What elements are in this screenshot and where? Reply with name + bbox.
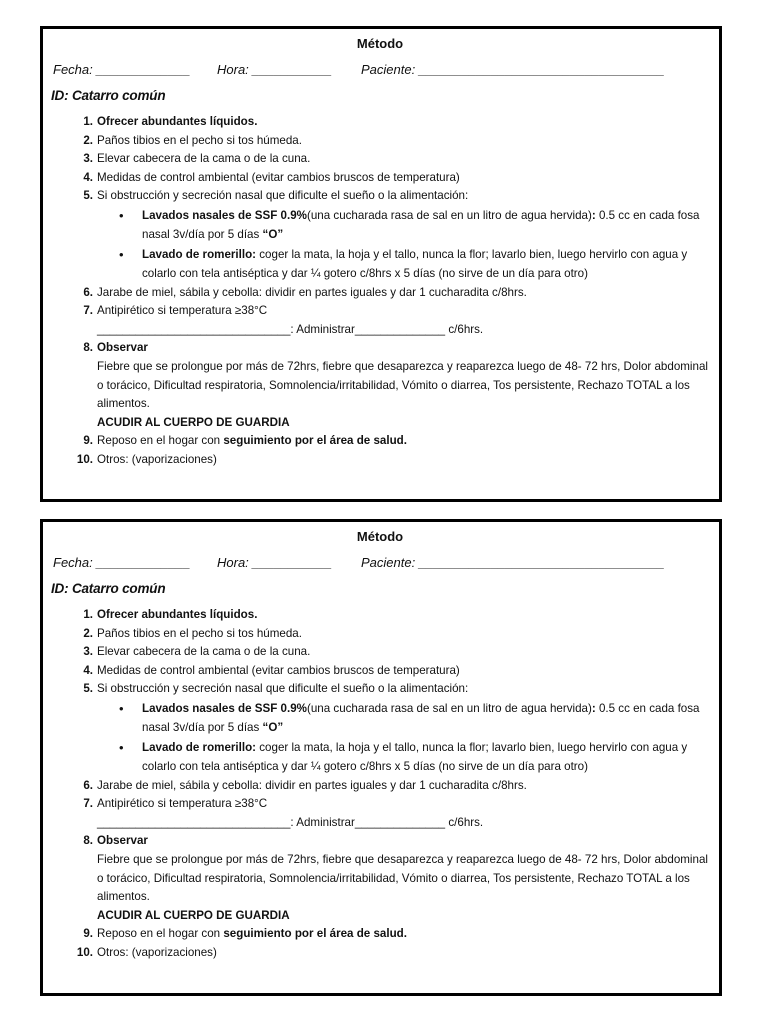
item-3-text: Elevar cabecera de la cama o de la cuna.	[97, 645, 311, 659]
list-item: 1. Ofrecer abundantes líquidos.	[83, 608, 258, 621]
list-item: 3. Elevar cabecera de la cama o de la cuna.	[83, 645, 311, 659]
list-item: 6. Jarabe de miel, sábila y cebolla: dividir en partes iguales y dar 1 cucharadita c/8hrs.	[83, 778, 527, 792]
sub-item-romerillo: • Lavado de romerillo: coger la mata, la hoja y el tallo, nunca la flor; lavarlo bien, luego hervirlo con agua y colarlo con tela antiséptica y dar ¼ gotero c/8hrs x 5 días (no sirve de un día para otro)	[119, 739, 688, 774]
sub-item-nasal-wash: • Lavados nasales de SSF 0.9%(una cucharada rasa de sal en un litro de agua hervida): 0.5 cc en cada fosa nasal 3v/día por 5 días “O”	[119, 207, 700, 242]
diagnosis-id: ID: Catarro común	[51, 581, 166, 596]
list-item: 3. Elevar cabecera de la cama o de la cuna.	[83, 152, 311, 166]
list-item: 9. Reposo en el hogar con seguimiento por el área de salud.	[83, 927, 407, 941]
observe-title: Observar	[97, 834, 148, 848]
list-item: 2. Paños tibios en el pecho si tos húmeda.	[83, 626, 302, 640]
item-1-text: Ofrecer abundantes líquidos.	[97, 115, 258, 128]
list-item: 5. Si obstrucción y secreción nasal que dificulte el sueño o la alimentación: • Lavados nasales de SSF 0.9%(una cucharada rasa de sal en un litro de agua hervida): 0.5 cc en cada fosa nasal 3v/día por 5 días “O” • Lavado de romerillo: coger la mata, la hoja y el tallo, nunca la flor; lavarlo bien, luego hervirlo con agua y colarlo con tela antiséptica y dar ¼ gotero c/8hrs x 5 días (no sirve de un día para otro)	[51, 187, 709, 283]
alert-text: ACUDIR AL CUERPO DE GUARDIA	[97, 415, 290, 429]
list-item: 7. Antipirético si temperatura ≥38°C ______________________________: Administrar______________ c/6hrs.	[83, 797, 484, 829]
method-card-2	[40, 519, 722, 996]
method-title: Método	[356, 36, 404, 51]
header-fields	[51, 58, 709, 82]
item-2-text: Paños tibios en el pecho si tos húmeda.	[97, 626, 302, 640]
bullet-icon: •	[119, 207, 124, 223]
diagnosis-id: ID: Catarro común	[51, 88, 166, 103]
list-item: 10. Otros: (vaporizaciones)	[76, 945, 217, 959]
item-7-text: Antipirético si temperatura ≥38°C	[97, 304, 268, 318]
paciente-field[interactable]: Paciente: __________________________________	[361, 62, 665, 77]
item-2-text: Paños tibios en el pecho si tos húmeda.	[97, 133, 302, 147]
list-item: 5. Si obstrucción y secreción nasal que dificulte el sueño o la alimentación: • Lavados nasales de SSF 0.9%(una cucharada rasa de sal en un litro de agua hervida): 0.5 cc en cada fosa nasal 3v/día por 5 días “O” • Lavado de romerillo: coger la mata, la hoja y el tallo, nunca la flor; lavarlo bien, luego hervirlo con agua y colarlo con tela antiséptica y dar ¼ gotero c/8hrs x 5 días (no sirve de un día para otro)	[51, 680, 709, 776]
header-fields	[51, 551, 709, 575]
bullet-icon: •	[119, 739, 124, 755]
sub-item-romerillo: • Lavado de romerillo: coger la mata, la hoja y el tallo, nunca la flor; lavarlo bien, luego hervirlo con agua y colarlo con tela antiséptica y dar ¼ gotero c/8hrs x 5 días (no sirve de un día para otro)	[119, 246, 688, 281]
list-item: 2. Paños tibios en el pecho si tos húmeda.	[83, 133, 302, 147]
sub-item-nasal-wash: • Lavados nasales de SSF 0.9%(una cucharada rasa de sal en un litro de agua hervida): 0.5 cc en cada fosa nasal 3v/día por 5 días “O”	[119, 700, 700, 735]
alert-text: ACUDIR AL CUERPO DE GUARDIA	[97, 908, 290, 922]
antipyretic-dose-line[interactable]: ______________________________: Administrar______________ c/6hrs.	[97, 322, 484, 336]
list-item: 10. Otros: (vaporizaciones)	[76, 452, 217, 466]
list-item: 4. Medidas de control ambiental (evitar cambios bruscos de temperatura)	[83, 663, 460, 677]
list-item: 7. Antipirético si temperatura ≥38°C ______________________________: Administrar______________ c/6hrs.	[83, 304, 484, 336]
bullet-icon: •	[119, 246, 124, 262]
hora-field[interactable]: Hora: ___________	[217, 62, 332, 77]
observe-title: Observar	[97, 341, 148, 355]
observe-text: Fiebre que se prolongue por más de 72hrs, fiebre que desaparezca y reaparezca luego de 48- 72 hrs, Dolor abdominal o torácico, Dificultad respiratoria, Somnolencia/irritabilidad, Vómito o diarrea, Tos persistente, Rechazo TOTAL a los alimentos.	[97, 852, 708, 904]
item-3-text: Elevar cabecera de la cama o de la cuna.	[97, 152, 311, 166]
fecha-field[interactable]: Fecha: _____________	[53, 62, 191, 77]
item-5-text: Si obstrucción y secreción nasal que dificulte el sueño o la alimentación:	[97, 682, 469, 696]
sub-list	[97, 206, 709, 284]
instructions-list	[51, 606, 709, 963]
list-item: 4. Medidas de control ambiental (evitar cambios bruscos de temperatura)	[83, 170, 460, 184]
list-item: 6. Jarabe de miel, sábila y cebolla: dividir en partes iguales y dar 1 cucharadita c/8hrs.	[83, 285, 527, 299]
item-5-text: Si obstrucción y secreción nasal que dificulte el sueño o la alimentación:	[97, 189, 469, 203]
list-item: 8. Observar Fiebre que se prolongue por más de 72hrs, fiebre que desaparezca y reaparezca luego de 48- 72 hrs, Dolor abdominal o torácico, Dificultad respiratoria, Somnolencia/irritabilidad, Vómito o diarrea, Tos persistente, Rechazo TOTAL a los alimentos. ACUDIR AL CUERPO DE GUARDIA	[83, 341, 708, 429]
paciente-field[interactable]: Paciente: __________________________________	[361, 555, 665, 570]
item-6-text: Jarabe de miel, sábila y cebolla: dividir en partes iguales y dar 1 cucharadita c/8hrs.	[97, 285, 527, 299]
antipyretic-dose-line[interactable]: ______________________________: Administrar______________ c/6hrs.	[97, 815, 484, 829]
method-card-1	[40, 26, 722, 502]
fecha-field[interactable]: Fecha: _____________	[53, 555, 191, 570]
item-4-text: Medidas de control ambiental (evitar cambios bruscos de temperatura)	[97, 170, 460, 184]
method-title: Método	[356, 529, 404, 544]
item-4-text: Medidas de control ambiental (evitar cambios bruscos de temperatura)	[97, 663, 460, 677]
observe-text: Fiebre que se prolongue por más de 72hrs, fiebre que desaparezca y reaparezca luego de 48- 72 hrs, Dolor abdominal o torácico, Dificultad respiratoria, Somnolencia/irritabilidad, Vómito o diarrea, Tos persistente, Rechazo TOTAL a los alimentos.	[97, 359, 708, 411]
instructions-list	[51, 113, 709, 470]
list-item: 1. Ofrecer abundantes líquidos.	[83, 115, 258, 128]
item-7-text: Antipirético si temperatura ≥38°C	[97, 797, 268, 811]
list-item: 8. Observar Fiebre que se prolongue por más de 72hrs, fiebre que desaparezca y reaparezca luego de 48- 72 hrs, Dolor abdominal o torácico, Dificultad respiratoria, Somnolencia/irritabilidad, Vómito o diarrea, Tos persistente, Rechazo TOTAL a los alimentos. ACUDIR AL CUERPO DE GUARDIA	[83, 834, 708, 922]
bullet-icon: •	[119, 700, 124, 716]
item-10-text: Otros: (vaporizaciones)	[97, 945, 217, 959]
sub-list	[97, 699, 709, 777]
item-10-text: Otros: (vaporizaciones)	[97, 452, 217, 466]
item-1-text: Ofrecer abundantes líquidos.	[97, 608, 258, 621]
hora-field[interactable]: Hora: ___________	[217, 555, 332, 570]
list-item: 9. Reposo en el hogar con seguimiento por el área de salud.	[83, 434, 407, 448]
item-6-text: Jarabe de miel, sábila y cebolla: dividir en partes iguales y dar 1 cucharadita c/8hrs.	[97, 778, 527, 792]
